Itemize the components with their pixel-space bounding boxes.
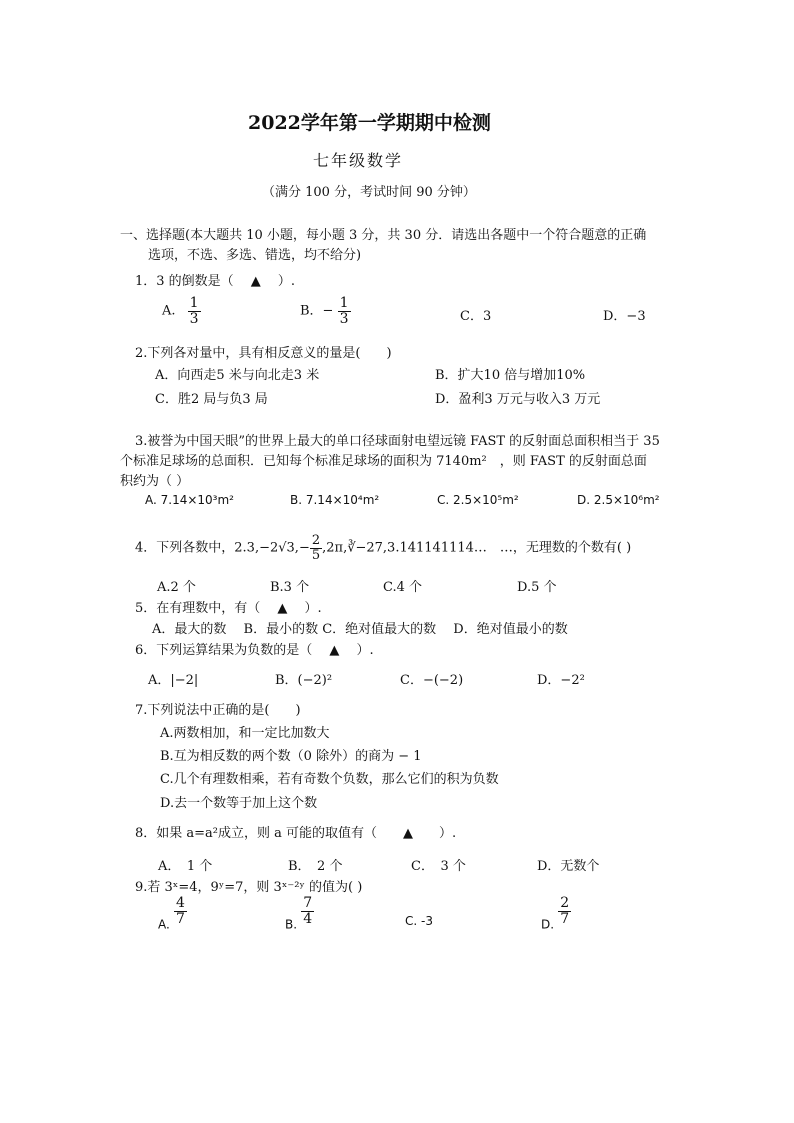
q8-option-b: B． 2 个 — [288, 859, 343, 874]
q6-option-c: C．−(−2) — [400, 673, 464, 688]
q6-option-a: A．|−2| — [148, 673, 199, 688]
exam-note: （满分 100 分，考试时间 90 分钟） — [262, 185, 476, 200]
q1-a-label: A. — [162, 303, 176, 319]
q4-option-d: D.5 个 — [517, 580, 557, 595]
q5-stem: 5．在有理数中，有（ ▲ ）. — [135, 601, 322, 616]
q4-suffix: ，无理数的个数有( ) — [512, 540, 632, 556]
q3-option-b: B. 7.14×10⁴m² — [290, 493, 380, 507]
q6-stem: 6．下列运算结果为负数的是（ ▲ ）. — [135, 643, 374, 658]
q9-option-c: C. -3 — [405, 914, 433, 928]
q4-option-c: C.4 个 — [383, 580, 423, 595]
q8-option-c: C． 3 个 — [411, 859, 466, 874]
q1-b-den: 3 — [339, 310, 349, 327]
q2-option-b: B．扩大10 倍与增加10% — [435, 368, 586, 383]
q1-stem: 1．3 的倒数是（ ▲ ）. — [135, 274, 296, 289]
q1-option-c: C．3 — [460, 309, 492, 324]
section-heading-cont: 选项，不选、多选、错选，均不给分) — [148, 248, 362, 263]
page-title: 2022学年第一学期期中检测 — [248, 112, 491, 134]
q1-option-d: D．−3 — [603, 309, 646, 324]
q3-line-1: 3.被誉为中国天眼”的世界上最大的单口径球面射电望远镜 FAST 的反射面总面积相当于 35 — [135, 434, 660, 449]
section-heading: 一、选择题(本大题共 10 小题，每小题 3 分，共 30 分．请选出各题中一个符合题意的正确 — [120, 228, 647, 243]
q4-option-b: B.3 个 — [270, 580, 310, 595]
q9-stem: 9.若 3ˣ=4，9ʸ=7，则 3ˣ⁻²ʸ 的值为( ) — [135, 880, 363, 895]
q4-frac-den: 5 — [311, 547, 321, 563]
q9-b-den: 4 — [303, 910, 313, 927]
q4-stem — [135, 534, 631, 562]
q7-option-c: C.几个有理数相乘，若有奇数个负数，那么它们的积为负数 — [160, 772, 499, 787]
q8-option-d: D．无数个 — [537, 859, 600, 874]
q2-stem: 2.下列各对量中，具有相反意义的量是( ) — [135, 346, 392, 361]
q1-a-num: 1 — [189, 295, 199, 311]
q3-line-3: 积约为（ ） — [120, 474, 190, 489]
q2-option-d: D．盈利3 万元与收入3 万元 — [435, 392, 601, 407]
q9-d-den: 7 — [560, 910, 570, 927]
page-subtitle: 七年级数学 — [313, 151, 404, 170]
q1-a-den: 3 — [189, 310, 199, 327]
q9-option-d — [541, 896, 571, 932]
q7-option-b: B.互为相反数的两个数（0 除外）的商为 − 1 — [160, 749, 422, 764]
q4-numbers-a: 2.3,−2√3,− — [234, 540, 310, 556]
q2-option-a: A．向西走5 米与向北走3 米 — [155, 368, 320, 383]
q4-prefix: 4．下列各数中， — [135, 540, 235, 556]
q4-numbers-b: ,2π,∛−27,3.141141114… … — [322, 540, 513, 556]
q9-b-num: 7 — [303, 895, 313, 911]
q9-d-label: D. — [541, 917, 555, 932]
q1-option-b — [300, 296, 351, 326]
q9-a-label: A. — [158, 917, 170, 932]
q6-option-d: D．−2² — [537, 673, 585, 688]
q9-option-a — [158, 896, 187, 932]
q9-a-den: 7 — [175, 910, 185, 927]
q7-option-d: D.去一个数等于加上这个数 — [160, 796, 318, 811]
q3-line-2: 个标准足球场的总面积．已知每个标准足球场的面积为 7140m² ，则 FAST 的反射面总面 — [120, 454, 647, 469]
q1-option-a — [162, 296, 201, 326]
q8-stem: 8．如果 a=a²成立，则 a 可能的取值有（ ▲ ）. — [135, 826, 457, 841]
q7-stem: 7.下列说法中正确的是( ) — [135, 703, 301, 718]
q8-option-a: A． 1 个 — [158, 859, 213, 874]
q2-option-c: C．胜2 局与负3 局 — [155, 392, 268, 407]
q9-a-num: 4 — [175, 895, 185, 911]
q4-frac-num: 2 — [311, 533, 321, 548]
q3-option-d: D. 2.5×10⁶m² — [577, 493, 660, 507]
q6-option-b: B．(−2)² — [275, 673, 333, 688]
q9-option-b — [285, 896, 314, 932]
q1-b-num: 1 — [339, 295, 349, 311]
q1-b-label: B．− — [300, 303, 334, 319]
q9-b-label: B. — [285, 917, 298, 932]
q4-option-a: A.2 个 — [157, 580, 196, 595]
q3-option-a: A. 7.14×10³m² — [145, 493, 234, 507]
q7-option-a: A.两数相加，和一定比加数大 — [160, 726, 330, 741]
q5-options: A．最大的数 B．最小的数 C．绝对值最大的数 D．绝对值最小的数 — [152, 622, 568, 637]
q9-d-num: 2 — [560, 895, 570, 911]
q3-option-c: C. 2.5×10⁵m² — [437, 493, 519, 507]
